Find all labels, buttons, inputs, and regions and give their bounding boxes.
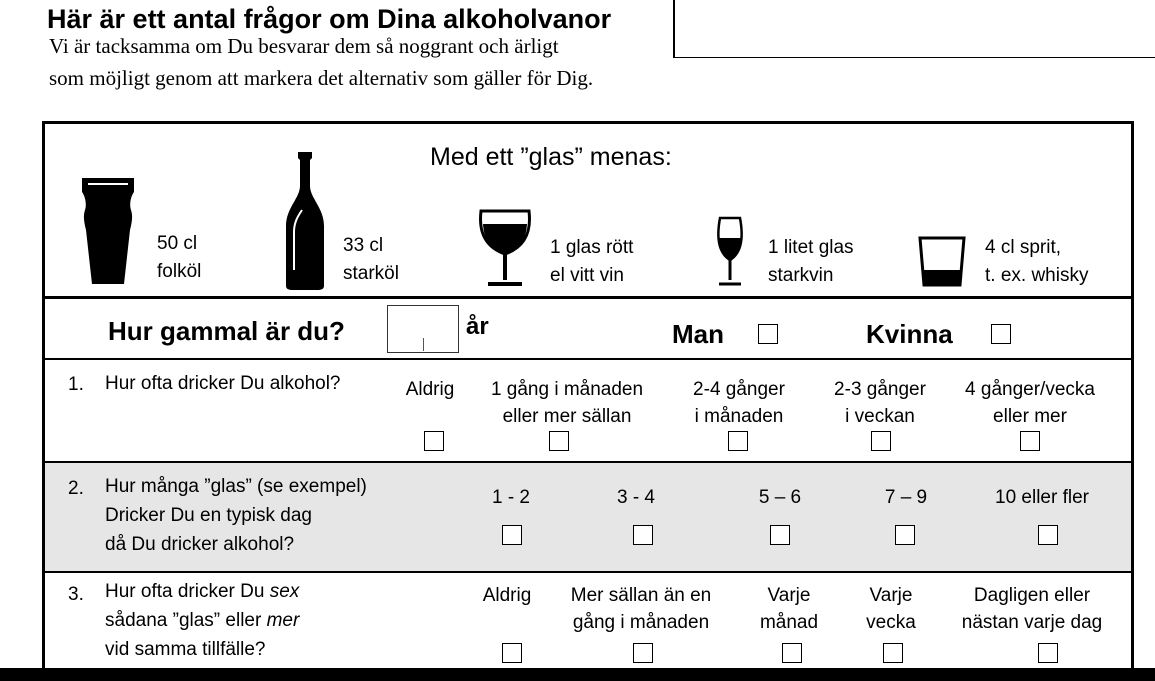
q3-option-label: Mer sällan än en gång i månaden	[570, 585, 712, 633]
q3-option-label: Varje månad	[759, 585, 819, 633]
age-unit: år	[466, 313, 489, 340]
divider	[42, 296, 1134, 299]
q3-option-checkbox[interactable]	[502, 643, 522, 663]
divider	[42, 461, 1134, 463]
beer-glass-icon	[80, 176, 136, 286]
q1-option-checkbox[interactable]	[871, 431, 891, 451]
female-label: Kvinna	[866, 319, 953, 349]
q3-option-checkbox[interactable]	[883, 643, 903, 663]
q2-option-checkbox[interactable]	[633, 525, 653, 545]
q1-option-checkbox[interactable]	[549, 431, 569, 451]
q2-option-label: 7 – 9	[884, 487, 928, 508]
female-checkbox[interactable]	[991, 324, 1011, 344]
q2-option-label: 1 - 2	[491, 487, 531, 508]
q1-option-label: 1 gång i månaden eller mer sällan	[490, 379, 644, 427]
respondent-id-box[interactable]	[673, 0, 1155, 58]
q1-option-label: 2-4 gånger i månaden	[693, 379, 785, 427]
q2-option-label: 10 eller fler	[995, 487, 1089, 508]
divider	[42, 358, 1134, 360]
glass-label-4: 1 litet glas starkvin	[768, 237, 854, 286]
age-box-divider	[423, 338, 424, 351]
male-label: Man	[672, 319, 724, 349]
q2-option-checkbox[interactable]	[502, 525, 522, 545]
q2-option-label: 3 - 4	[616, 487, 656, 508]
page-bottom-border	[0, 668, 1155, 681]
q1-option-label: 4 gånger/vecka eller mer	[965, 379, 1095, 427]
question-2-number: 2.	[68, 478, 84, 499]
wine-glass-icon	[478, 208, 532, 288]
q1-option-checkbox[interactable]	[1020, 431, 1040, 451]
q1-option-label: 2-3 gånger i veckan	[834, 379, 926, 427]
question-2-text: Hur många ”glas” (se exempel) Dricker Du en typisk dag då Du dricker alkohol?	[105, 476, 367, 555]
whisky-glass-icon	[918, 236, 966, 288]
q3-option-label: Aldrig	[482, 585, 532, 606]
question-1-number: 1.	[68, 374, 84, 395]
question-1-text: Hur ofta dricker Du alkohol?	[105, 373, 341, 394]
question-3-number: 3.	[68, 584, 84, 605]
q3-option-checkbox[interactable]	[782, 643, 802, 663]
q3-option-label: Dagligen eller nästan varje dag	[961, 585, 1103, 633]
q3-option-checkbox[interactable]	[633, 643, 653, 663]
form-title: Här är ett antal frågor om Dina alkoholvanor	[47, 4, 612, 34]
intro-line-2: som möjligt genom att markera det alternativ som gäller för Dig.	[49, 66, 594, 90]
q3-option-checkbox[interactable]	[1038, 643, 1058, 663]
fortified-wine-glass-icon	[713, 216, 747, 288]
male-checkbox[interactable]	[758, 324, 778, 344]
glass-label-5: 4 cl sprit, t. ex. whisky	[985, 237, 1089, 286]
glass-caption: Med ett ”glas” menas:	[430, 143, 672, 171]
beer-bottle-icon	[284, 150, 326, 290]
q2-option-label: 5 – 6	[758, 487, 802, 508]
age-question: Hur gammal är du?	[108, 316, 345, 346]
q2-option-checkbox[interactable]	[770, 525, 790, 545]
glass-label-3: 1 glas rött el vitt vin	[550, 237, 634, 286]
glass-label-2: 33 cl starköl	[343, 235, 399, 284]
intro-line-1: Vi är tacksamma om Du besvarar dem så noggrant och ärligt	[49, 34, 559, 58]
q2-option-checkbox[interactable]	[895, 525, 915, 545]
divider	[42, 571, 1134, 573]
q1-option-checkbox[interactable]	[728, 431, 748, 451]
q1-option-checkbox[interactable]	[424, 431, 444, 451]
glass-label-1: 50 cl folköl	[157, 233, 202, 282]
q1-option-label: Aldrig	[405, 379, 455, 400]
question-3-text: Hur ofta dricker Du sex sådana ”glas” eller mer vid samma tillfälle?	[105, 581, 300, 660]
q3-option-label: Varje vecka	[866, 585, 916, 633]
q2-option-checkbox[interactable]	[1038, 525, 1058, 545]
